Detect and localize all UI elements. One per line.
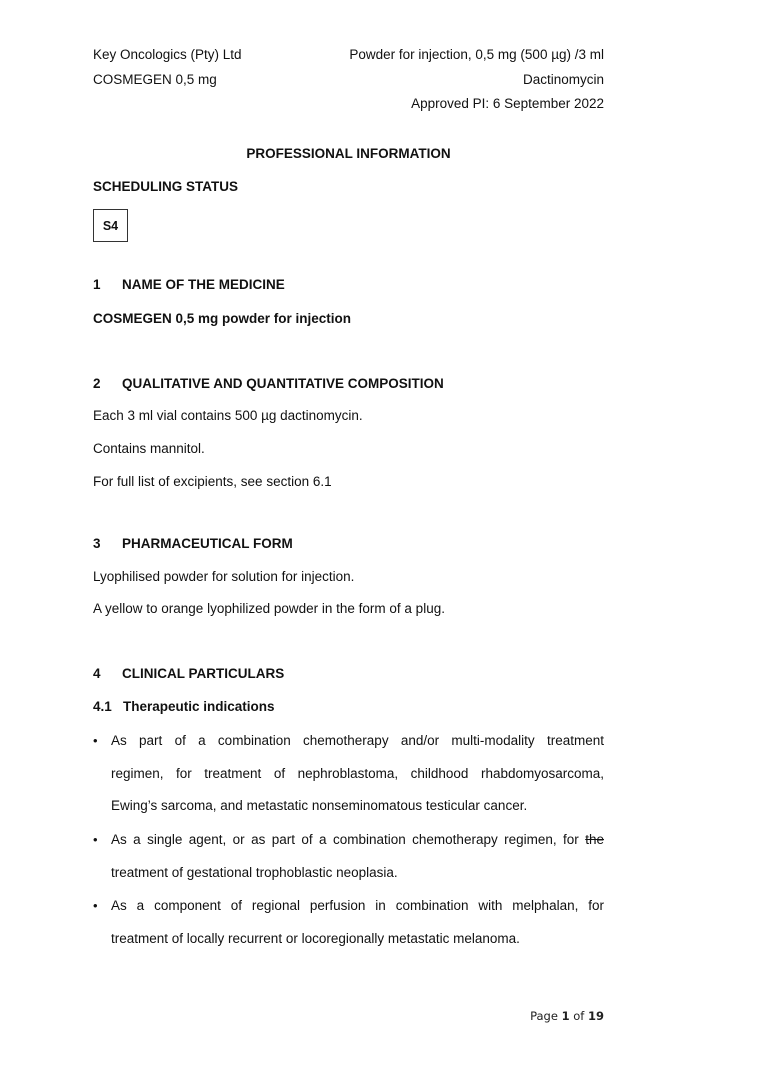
composition-line: For full list of excipients, see section 6.1 — [93, 474, 332, 489]
section-title: NAME OF THE MEDICINE — [122, 277, 285, 292]
section-number: 4 — [93, 666, 101, 681]
bullet-icon: • — [93, 733, 98, 748]
header-ingredient: Dactinomycin — [522, 72, 604, 87]
section-number: 3 — [93, 536, 101, 551]
section-title: CLINICAL PARTICULARS — [122, 666, 285, 681]
composition-line: Each 3 ml vial contains 500 µg dactinomycin. — [93, 408, 363, 423]
subsection-number: 4.1 — [93, 699, 112, 714]
indication-line: As a component of regional perfusion in combination with melphalan, for — [111, 898, 604, 913]
section-3-heading — [93, 536, 293, 551]
section-title: QUALITATIVE AND QUANTITATIVE COMPOSITION — [122, 376, 444, 391]
section-number: 1 — [93, 277, 101, 292]
subsection-title: Therapeutic indications — [123, 699, 275, 714]
indication-line: As part of a combination chemotherapy and/or multi-modality treatment — [111, 733, 604, 748]
header-form: Powder for injection, 0,5 mg (500 µg) /3 ml — [349, 47, 604, 62]
scheduling-heading: SCHEDULING STATUS — [93, 179, 238, 194]
form-line: A yellow to orange lyophilized powder in the form of a plug. — [93, 601, 445, 616]
indication-line: Ewing’s sarcoma, and metastatic nonseminomatous testicular cancer. — [111, 798, 528, 813]
indication-line: treatment of locally recurrent or locoregionally metastatic melanoma. — [111, 931, 520, 946]
section-1-heading — [93, 277, 285, 292]
page-number — [530, 1009, 604, 1023]
bullet-icon: • — [93, 898, 98, 913]
subsection-4-1-heading — [93, 699, 275, 714]
section-title: PHARMACEUTICAL FORM — [122, 536, 293, 551]
composition-line: Contains mannitol. — [93, 441, 205, 456]
indication-text: As a single agent, or as part of a combination chemotherapy regimen, for — [111, 832, 579, 847]
header-company: Key Oncologics (Pty) Ltd — [93, 47, 242, 62]
struck-text: the — [585, 832, 604, 847]
medicine-name: COSMEGEN 0,5 mg powder for injection — [93, 311, 352, 326]
current-page: 1 — [561, 1009, 570, 1023]
header-approved-date: Approved PI: 6 September 2022 — [411, 96, 604, 111]
bullet-icon: • — [93, 832, 98, 847]
page-prefix: Page — [530, 1009, 558, 1023]
page-of: of — [573, 1009, 585, 1023]
page-title: PROFESSIONAL INFORMATION — [246, 146, 451, 161]
form-line: Lyophilised powder for solution for injection. — [93, 569, 355, 584]
section-4-heading — [93, 666, 284, 681]
total-pages: 19 — [587, 1009, 604, 1023]
indication-line: regimen, for treatment of nephroblastoma, childhood rhabdomyosarcoma, — [111, 766, 604, 781]
section-2-heading — [93, 376, 444, 391]
header-product: COSMEGEN 0,5 mg — [93, 72, 217, 87]
indication-line — [111, 832, 604, 847]
indication-line: treatment of gestational trophoblastic neoplasia. — [111, 865, 398, 880]
section-number: 2 — [93, 376, 101, 391]
scheduling-status-box: S4 — [93, 209, 128, 242]
